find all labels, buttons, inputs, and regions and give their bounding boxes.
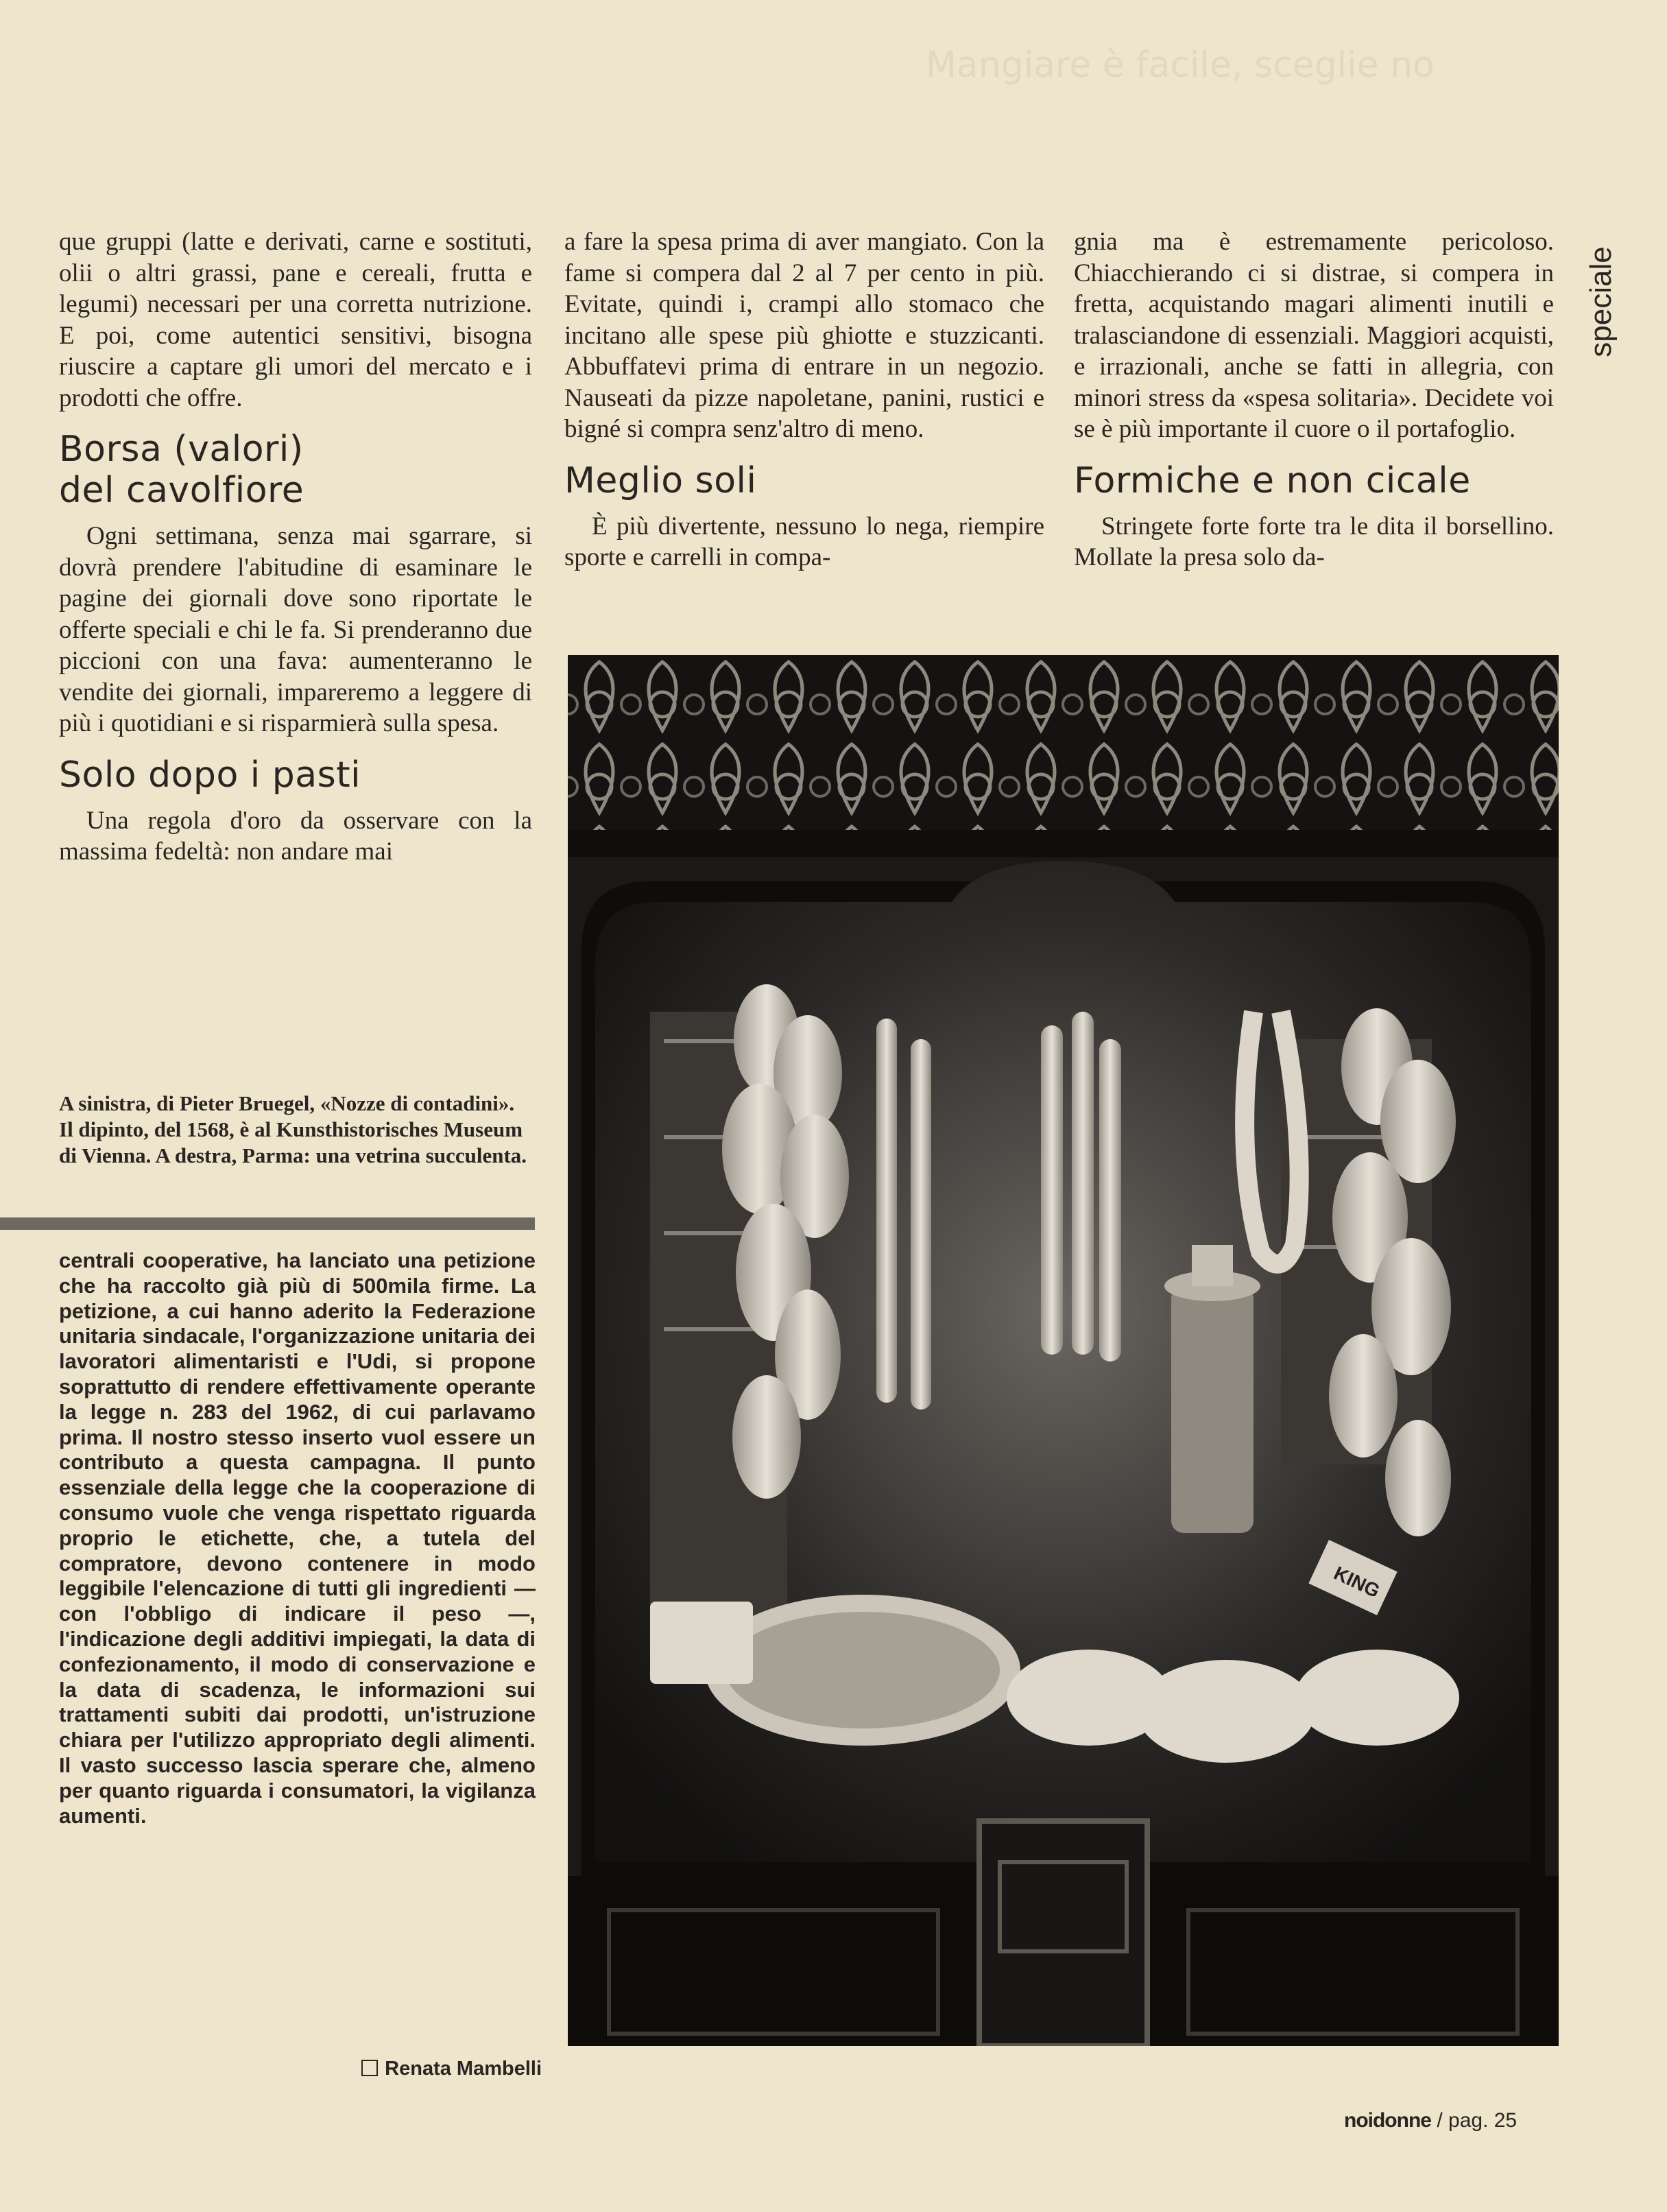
section-label: speciale [1584, 246, 1618, 357]
article-column-2 [564, 226, 1044, 573]
paragraph: Ogni settimana, senza mai sgarrare, si dovrà prendere l'abitudine di esaminare le pagine dei giornali dove sono riportate le offerte speciali e chi le fa. Si prenderanno due piccioni con una fava: aumenteranno le vendite dei giornali, impareremo a leggere di più i quotidiani e si risparmierà sulla spesa. [59, 522, 532, 737]
article-bottom-column: centrali cooperative, ha lanciato una petizione che ha raccolto già più di 500mila firme. La petizione, a cui hanno aderito la Federazione unitaria sindacale, l'organizzazione unitaria dei lavoratori alimentaristi e l'Udi, si propone soprattutto di rendere effettivamente operante la legge n. 283 del 1962, di cui parlavamo prima. Il nostro stesso inserto vuol essere un contributo a questa campagna. Il punto essenziale della legge che la cooperazione di consumo vuole che venga rispettato riguarda proprio le etichette, che, a tutela del compratore, devono contenere in modo leggibile l'elencazione di tutti gli ingredienti — con l'obbligo di indicare il peso —, l'indicazione degli additivi impiegati, la data di confezionamento, il modo di conservazione e la data di scadenza, le informazioni sui trattamenti subiti dai prodotti, un'istruzione chiara per l'utilizzo appropriato degli alimenti. Il vasto successo lascia sperare che, almeno per quanto riguarda i consumatori, la vigilanza aumenti. [59, 1248, 536, 1828]
ghost-bleedthrough-title: Mangiare è facile, sceglie no [926, 45, 1435, 86]
window-sign: KING [1330, 1562, 1384, 1602]
paragraph: gnia ma è estremamente pericoloso. Chiacchierando ci si distrae, si compera in fretta, acquistando magari alimenti inutili e tralasciandone di essenziali. Maggiori acquisti, e irrazionali, anche se fatti in allegria, con minori stress da «spesa solitaria». Decidete voi se è più importante il cuore o il portafoglio. [1074, 228, 1554, 443]
paragraph: que gruppi (latte e derivati, carne e sostituti, olii o altri grassi, pane e cereali, frutta e legumi) necessari per una corretta nutrizione. E poi, come autentici sensitivi, bisogna riuscire a captare gli umori del mercato e i prodotti che offre. [59, 228, 532, 412]
paragraph: È più divertente, nessuno lo nega, riempire sporte e carrelli in compa- [564, 512, 1044, 571]
footer-separator: / [1437, 2109, 1443, 2132]
photo-caption: A sinistra, di Pieter Bruegel, «Nozze di contadini». Il dipinto, del 1568, è al Kunsthistorisches Museum di Vienna. A destra, Parma: una vetrina succulenta. [59, 1091, 527, 1167]
article-column-1 [59, 226, 532, 868]
byline: Renata Mambelli [329, 2058, 542, 2080]
subheading: Solo dopo i pasti [59, 754, 361, 796]
shop-window-photo [568, 655, 1559, 2046]
article-column-3 [1074, 226, 1554, 573]
square-bullet-icon [361, 2060, 378, 2076]
subheading: Borsa (valori) del cavolfiore [59, 429, 304, 511]
subheading: Meglio soli [564, 460, 757, 501]
subheading: Formiche e non cicale [1074, 460, 1471, 501]
page-number: pag. 25 [1448, 2109, 1518, 2132]
paragraph: a fare la spesa prima di aver mangiato. Con la fame si compera dal 2 al 7 per cento in più. Evitate, quindi i, crampi allo stomaco che incitano alle spese più ghiotte e stuzzicanti. Abbuffatevi prima di entrare in un negozio. Nauseati da pizze napoletane, panini, rustici e bigné si compra senz'altro di meno. [564, 228, 1044, 443]
paragraph: Una regola d'oro da osservare con la massima fedeltà: non andare mai [59, 806, 532, 866]
divider-rule [0, 1217, 535, 1230]
paragraph: Stringete forte forte tra le dita il borsellino. Mollate la presa solo da- [1074, 512, 1554, 571]
magazine-name: noidonne [1344, 2109, 1431, 2132]
page-footer [1344, 2109, 1517, 2132]
